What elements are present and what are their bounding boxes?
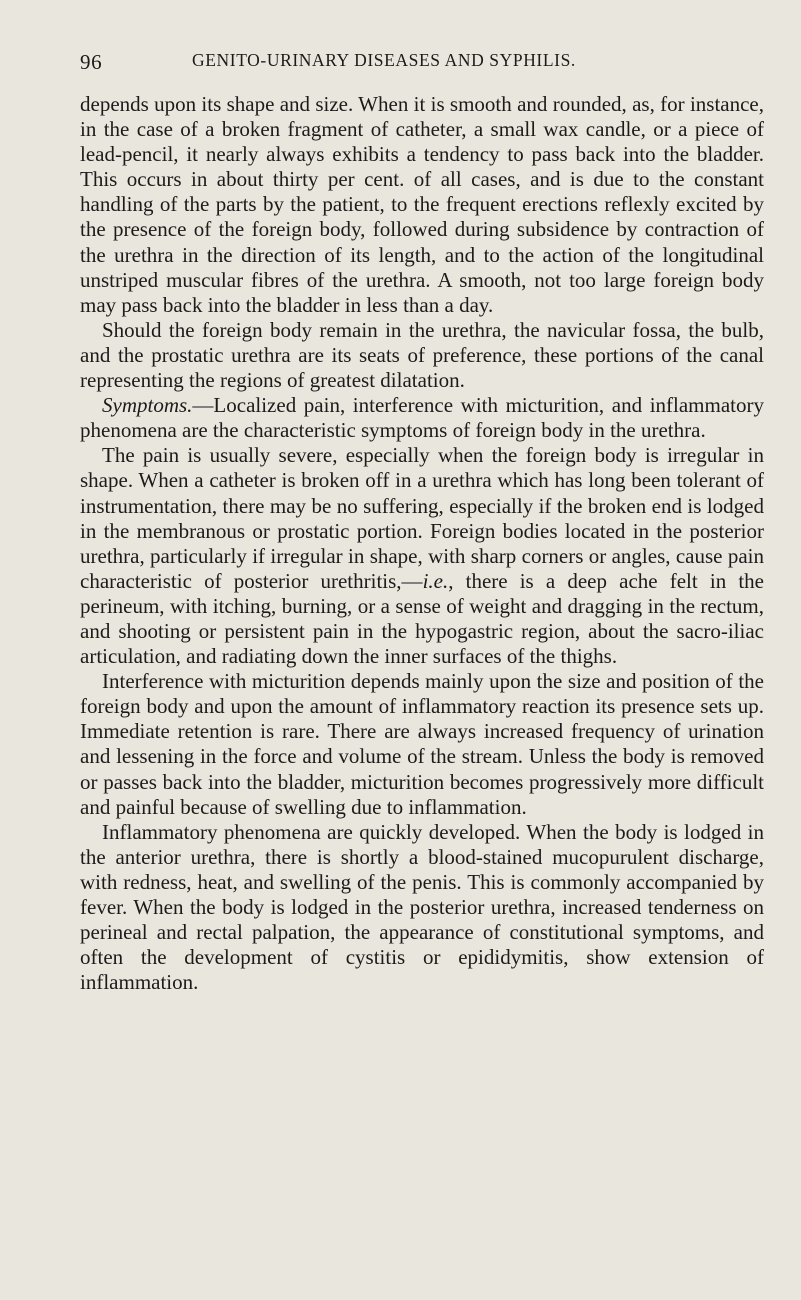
page-number: 96 [80,50,103,74]
paragraph-5-text: Interference with micturition depends mainly upon the size and position of the foreign body and upon the amount of inflammatory reaction its presence sets up. Immediate retention is rare. There are always increased frequency of urination and lessening in the force and volume of the stream. Unless the body is removed or passes back into the bladder, micturition becomes progressively more difficult and painful because of swelling due to inflammation. [80,669,764,819]
paragraph-1 [80,92,764,318]
page-header [80,50,761,80]
paragraph-pain [80,443,764,669]
body-text [80,92,764,995]
paragraph-4-text-after: , there is a deep ache felt in the perineum, with itching, burning, or a sense of weight and dragging in the rectum, and shooting or persistent pain in the hypogastric region, about the sacro-iliac articulation, and radiating down the inner surfaces of the thighs. [80,568,764,669]
paragraph-4-italic: i.e. [422,568,449,593]
paragraph-2 [80,318,764,393]
paragraph-2-text: Should the foreign body remain in the urethra, the navicular fossa, the bulb, and the prostatic urethra are its seats of preference, these portions of the canal representing the regions of greatest dilatation. [80,317,764,393]
paragraph-1-text: depends upon its shape and size. When it is smooth and rounded, as, for instance, in the case of a broken fragment of catheter, a small wax candle, or a piece of lead-pencil, it nearly always exhibits a tendency to pass back into the bladder. This occurs in about thirty per cent. of all cases, and is due to the constant handling of the parts by the patient, to the frequent erections reflexly excited by the presence of the foreign body, followed during subsidence by contraction of the urethra in the direction of its length, and to the action of the longitudinal unstriped muscular fibres of the urethra. A smooth, not too large foreign body may pass back into the bladder in less than a day. [80,92,764,317]
paragraph-symptoms [80,393,764,443]
paragraph-micturition [80,669,764,820]
paragraph-3-text: —Localized pain, interference with micturition, and inflammatory phenomena are the characteristic symptoms of foreign body in the urethra. [80,393,764,443]
symptoms-heading: Symptoms. [102,393,193,418]
paragraph-4-text: The pain is usually severe, especially when the foreign body is irregular in shape. When a catheter is broken off in a urethra which has long been tolerant of instrumentation, there may be no suffering, especially if the broken end is lodged in the membranous or prostatic portion. Foreign bodies located in the posterior urethra, particularly if irregular in shape, with sharp corners or angles, cause pain characteristic of posterior urethritis,— [80,443,764,593]
paragraph-inflammatory [80,820,764,996]
running-title: GENITO-URINARY DISEASES AND SYPHILIS. [192,50,576,70]
paragraph-6-text: Inflammatory phenomena are quickly developed. When the body is lodged in the anterior urethra, there is shortly a blood-stained mucopurulent discharge, with redness, heat, and swelling of the penis. This is commonly accompanied by fever. When the body is lodged in the posterior urethra, increased tenderness on perineal and rectal palpation, the appearance of constitutional symptoms, and often the development of cystitis or epididymitis, show extension of inflammation. [80,819,764,995]
